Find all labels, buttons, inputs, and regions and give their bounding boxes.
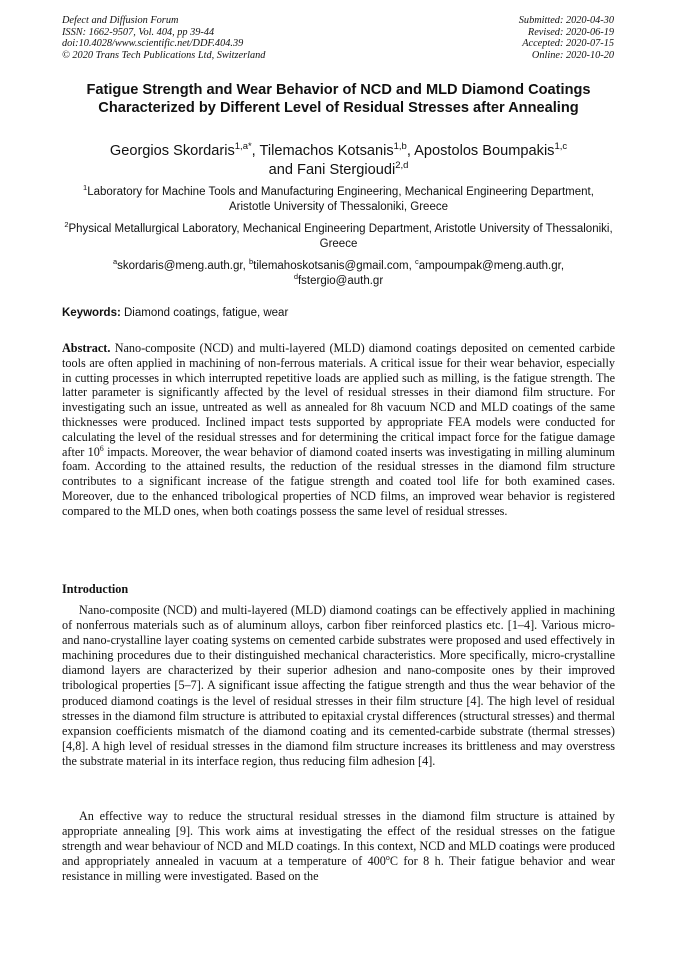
email-link[interactable]: fstergio@auth.gr: [297, 275, 384, 287]
intro-paragraph-2: An effective way to reduce the structural residual stresses in the diamond film structure is attained by appropriate annealing [9]. This work aims at investigating the effect of the residual stresses on the fatigue strength and wear behaviour of NCD and MLD coatings. In this context, NCD and MLD coatings were produced and appropriately annealed in vacuum at a temperature of 400$^o$C for 8 h. Their fatigue behavior and wear resistance in milling were investigated. Based on the: [62, 809, 615, 884]
keywords-text: Diamond coatings, fatigue, wear: [124, 307, 289, 319]
journal-info: [62, 15, 265, 61]
abstract: Abstract. Nano-composite (NCD) and multi-layered (MLD) diamond coatings deposited on cemented carbide tools are often applied in machining of non-ferrous materials. A critical issue for their wear behavior, especially in cutting processes in which interrupted repetitive loads are applied such as milling, is the fatigue strength. The latter parameter is significantly affected by the level of residual stresses in their diamond film structure. For investigating such an issue, untreated as well as annealed for 8h vacuum NCD and MLD coatings of the same thicknesses were produced. Inclined impact tests supported by appropriate FEA models were conducted for calculating the level of the residual stresses and for determining the critical impact force for the fatigue damage after $10^6$ impacts. Moreover, the wear behavior of diamond coated inserts was investigating in milling aluminum foam. According to the attained results, the reduction of the residual stresses in the diamond film structure contributes to a significant increase of the fatigue strength and coated tool life for both examined cases. Moreover, due to the enhanced tribological properties of NCD films, an improved wear behavior is registered compared to the MLD ones, when both coatings possess the same level of residual stresses.: [62, 341, 616, 518]
author-superscript: 2,d: [395, 159, 409, 171]
author-list: Georgios Skordaris$^{1,a*}$, Tilemachos Kotsanis$^{1,b}$, Apostolos Boumpakis$^{1,c}$ and Fani Stergioudi$^{2,d}$: [109, 141, 568, 178]
date-online: Online: 2020-10-20: [531, 49, 614, 61]
author-conjunction: and: [268, 161, 293, 178]
author-name: Apostolos Boumpakis: [414, 143, 555, 159]
date-revised: Revised: 2020-06-19: [527, 26, 614, 38]
keywords-label: Keywords:: [62, 307, 121, 319]
intro-paragraph-1: Nano-composite (NCD) and multi-layered (MLD) diamond coatings can be effectively applied in machining of nonferrous materials such as of aluminum alloys, carbon fiber reinforced plastics etc. [1–4]. Various micro- and nano-crystalline layer coating systems on cemented carbide substrates were proposed and used effectively in machining procedures due to their distinguished mechanical characteristics. More specifically, micro-crystalline diamond layers are characterized by their superior adhesion and nano-composite ones by their improved tribological properties [5–7]. A significant issue affecting the fatigue strength and thus the wear behavior of the produced diamond coatings is the level of residual stresses in their film structure [4]. The high level of residual stresses in the diamond film structure is attributed to epitaxial crystal differences (structural stresses) and thermal expansion coefficients mismatch of the diamond coating and its cemented-carbide substrate (thermal stresses) [4,8]. A high level of residual stresses in the diamond film structure increases its brittleness and may overstress the substrate material in its interface region, thus reducing film adhesion [4].: [62, 603, 615, 768]
date-accepted: Accepted: 2020-07-15: [522, 38, 614, 50]
author-superscript: 1,c: [554, 141, 568, 153]
email-link[interactable]: skordaris@meng.auth.gr,: [117, 260, 246, 272]
journal-name: Defect and Diffusion Forum: [62, 15, 179, 26]
journal-doi: doi:10.4028/www.scientific.net/DDF.404.39: [62, 38, 244, 50]
affiliation-1: $^1$Laboratory for Machine Tools and Manufacturing Engineering, Mechanical Engineering Department, Aristotle University of Thessaloniki, Greece: [83, 183, 594, 213]
keywords: [62, 306, 615, 321]
author-superscript: 1,b: [393, 141, 407, 153]
paper-title: Fatigue Strength and Wear Behavior of NCD and MLD Diamond Coatings Characterized by Different Level of Residual Stresses after Annealing: [86, 82, 591, 116]
email-link[interactable]: ampoumpak@meng.auth.gr,: [418, 260, 565, 272]
submission-dates: [519, 15, 614, 61]
author-emails: $^a$skordaris@meng.auth.gr, $^b$tilemahoskotsanis@gmail.com, $^c$ampoumpak@meng.auth.gr, $^d$fstergio@auth.gr: [112, 257, 565, 287]
author-superscript: 1,a*: [234, 141, 252, 153]
affiliation-2: $^2$Physical Metallurgical Laboratory, Mechanical Engineering Department, Aristotle University of Thessaloniki, Greece: [64, 220, 613, 250]
author-name: Fani Stergioudi: [297, 161, 396, 178]
abstract-label: Abstract.: [62, 341, 111, 355]
date-submitted: Submitted: 2020-04-30: [518, 15, 614, 26]
section-heading: Introduction: [62, 582, 129, 596]
journal-issn: ISSN: 1662-9507, Vol. 404, pp 39-44: [62, 26, 215, 38]
author-name: Georgios Skordaris: [109, 143, 235, 159]
author-name: Tilemachos Kotsanis: [259, 143, 394, 159]
journal-copyright: © 2020 Trans Tech Publications Ltd, Switzerland: [62, 49, 266, 61]
email-link[interactable]: tilemahoskotsanis@gmail.com,: [253, 260, 412, 272]
